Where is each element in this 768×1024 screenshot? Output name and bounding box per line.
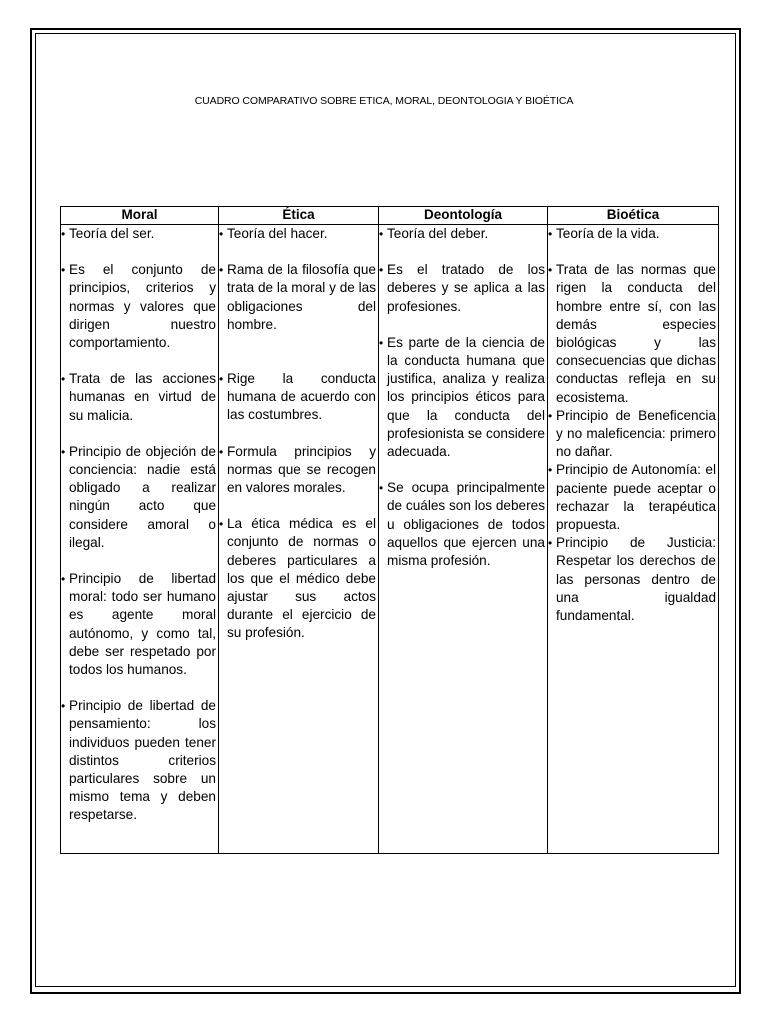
column-header-deontologia: Deontología — [379, 207, 548, 225]
list-item — [63, 370, 216, 425]
list-item — [381, 261, 545, 316]
list-item-text: Principio de Autonomía: el paciente puede aceptar o rechazar la terapéutica propuesta. — [556, 462, 716, 533]
list-item — [63, 443, 216, 552]
bullet-icon: • — [219, 227, 224, 241]
column-cell-deontologia — [379, 225, 548, 854]
bullet-icon: • — [379, 227, 384, 241]
list-item-text: Teoría del deber. — [387, 226, 489, 241]
list-item-text: Teoría de la vida. — [556, 226, 660, 241]
list-item-text: Rama de la filosofía que trata de la moral y de las obligaciones del hombre. — [227, 262, 376, 332]
list-item-text: Principio de libertad moral: todo ser humano es agente moral autónomo, y como tal, debe ser respetado por todos los humanos. — [69, 571, 216, 678]
list-item — [221, 261, 376, 334]
bullet-icon: • — [548, 463, 553, 478]
list-item — [63, 570, 216, 679]
list-item-text: Trata de las normas que rigen la conducta del hombre entre sí, con las demás especies biológicas y las consecuencias que dichas conductas refleja en su ecosistema. — [556, 262, 716, 405]
table-header-row — [61, 207, 719, 225]
bullet-icon: • — [61, 227, 66, 241]
list-item-text: Principio de Justicia: Respetar los derechos de las personas dentro de una igualdad fundamental. — [556, 535, 716, 624]
column-cell-etica — [219, 225, 379, 854]
list-item — [381, 334, 545, 461]
list-item-text: La ética médica es el conjunto de normas o deberes particulares a los que el médico debe ajustar sus actos durante el ejercicio de su profesión. — [227, 516, 376, 641]
list-item-text: Es parte de la ciencia de la conducta humana que justifica, analiza y realiza los principios éticos para que la conducta del profesionista se considere adecuada. — [387, 334, 545, 460]
list-item-text: Trata de las acciones humanas en virtud de su malicia. — [69, 371, 216, 423]
column-header-bioetica: Bioética — [548, 207, 719, 225]
bullet-icon: • — [548, 263, 553, 278]
bullet-icon: • — [61, 444, 66, 459]
list-item — [221, 370, 376, 425]
document-title: CUADRO COMPARATIVO SOBRE ETICA, MORAL, DEONTOLOGIA Y BIOÉTICA — [194, 95, 574, 107]
list-item — [221, 515, 376, 642]
list-item — [63, 225, 216, 243]
list-item — [550, 261, 716, 407]
bullet-icon: • — [548, 536, 553, 551]
list-item-text: Formula principios y normas que se recogen en valores morales. — [227, 443, 376, 496]
bullet-icon: • — [219, 372, 224, 387]
list-item-text: Principio de Beneficencia y no maleficencia: primero no dañar. — [556, 407, 716, 460]
list-item-text: Teoría del hacer. — [227, 226, 328, 241]
list-item-text: Rige la conducta humana de acuerdo con las costumbres. — [227, 371, 376, 423]
list-item-text: Es el tratado de los deberes y se aplica a las profesiones. — [387, 262, 545, 314]
bullet-icon: • — [219, 263, 224, 278]
bullet-icon: • — [219, 444, 224, 459]
bullet-icon: • — [379, 335, 384, 350]
column-cell-moral — [61, 225, 219, 854]
list-item — [550, 407, 716, 462]
bullet-icon: • — [379, 481, 384, 496]
list-item — [63, 261, 216, 352]
list-item — [550, 225, 716, 243]
list-item — [381, 479, 545, 570]
list-item — [550, 534, 716, 625]
bullet-icon: • — [548, 408, 553, 423]
list-item — [63, 697, 216, 824]
list-item-text: Es el conjunto de principios, criterios y normas y valores que dirigen nuestro comportamiento. — [69, 262, 216, 351]
list-item — [381, 225, 545, 243]
list-item-text: Principio de libertad de pensamiento: los individuos pueden tener distintos criterios particulares sobre un mismo tema y deben respetarse. — [69, 698, 216, 823]
list-item — [221, 443, 376, 498]
bullet-icon: • — [61, 699, 66, 714]
list-item-text: Se ocupa principalmente de cuáles son los deberes u obligaciones de todos aquellos que ejercen una misma profesión. — [387, 480, 545, 569]
column-header-etica: Ética — [219, 207, 379, 225]
comparison-table — [60, 206, 719, 854]
bullet-icon: • — [61, 263, 66, 278]
bullet-icon: • — [219, 517, 224, 532]
bullet-icon: • — [61, 572, 66, 587]
column-header-moral: Moral — [61, 207, 219, 225]
bullet-icon: • — [548, 227, 553, 241]
list-item — [550, 461, 716, 534]
bullet-icon: • — [379, 263, 384, 278]
list-item-text: Principio de objeción de conciencia: nadie está obligado a realizar ningún acto que considere amoral o ilegal. — [69, 443, 216, 550]
bullet-icon: • — [61, 372, 66, 387]
column-cell-bioetica — [548, 225, 719, 854]
list-item — [221, 225, 376, 243]
table-row — [61, 225, 719, 854]
list-item-text: Teoría del ser. — [69, 226, 155, 241]
